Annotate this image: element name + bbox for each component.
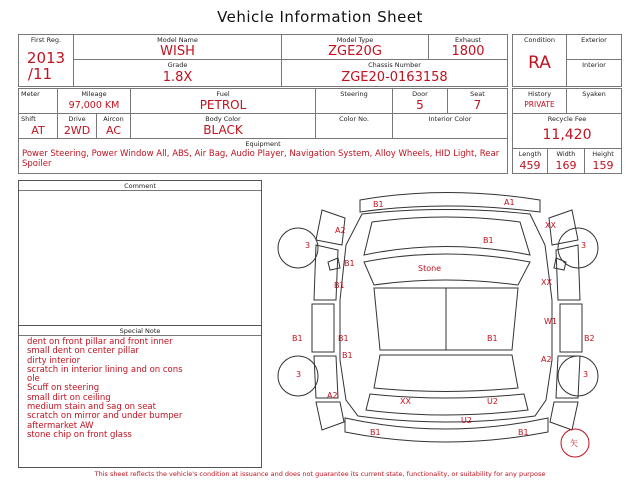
special-note-item: ole bbox=[27, 374, 40, 385]
shift-cell bbox=[18, 113, 58, 139]
steering-cell bbox=[315, 88, 393, 114]
damage-mark: A1 bbox=[504, 198, 515, 207]
first-reg-label: First Reg. bbox=[30, 36, 62, 44]
exterior-label: Exterior bbox=[581, 36, 607, 44]
damage-mark: XX bbox=[541, 278, 552, 287]
equipment-label: Equipment bbox=[245, 140, 281, 148]
damage-mark: B1 bbox=[483, 236, 494, 245]
height-value: 159 bbox=[592, 159, 614, 172]
damage-mark: B1 bbox=[370, 428, 381, 437]
special-note-item: medium stain and sag on seat bbox=[27, 402, 156, 413]
door-label: Door bbox=[412, 90, 428, 98]
first-reg-cell bbox=[18, 34, 74, 87]
drive-value: 2WD bbox=[63, 124, 91, 137]
color-no-cell bbox=[315, 113, 393, 139]
damage-mark: XX bbox=[400, 397, 411, 406]
interior-color-label: Interior Color bbox=[428, 115, 472, 123]
mileage-label: Mileage bbox=[81, 90, 107, 98]
grade-value: 1.8X bbox=[162, 70, 193, 85]
exhaust-cell bbox=[428, 34, 508, 60]
special-note-item: scratch on mirror and under bumper bbox=[27, 411, 183, 422]
special-note-item: dent on front pillar and front inner bbox=[27, 337, 173, 347]
damage-mark: A2 bbox=[541, 355, 552, 364]
aircon-cell bbox=[96, 113, 131, 139]
fuel-label: Fuel bbox=[216, 90, 230, 98]
chassis-value: ZGE20-0163158 bbox=[341, 70, 448, 85]
height-cell bbox=[584, 148, 622, 174]
comment-box bbox=[18, 180, 262, 326]
length-cell bbox=[512, 148, 548, 174]
damage-mark: B1 bbox=[518, 428, 529, 437]
recycle-value: 11,420 bbox=[542, 127, 592, 143]
seat-cell bbox=[447, 88, 508, 114]
equipment-cell bbox=[18, 138, 508, 174]
car-diagram bbox=[270, 185, 625, 470]
page-title: Vehicle Information Sheet bbox=[217, 8, 423, 26]
special-note-item: dirty interior bbox=[27, 355, 81, 366]
exterior-cell bbox=[566, 34, 622, 60]
special-note-item: small dent on center pillar bbox=[27, 346, 139, 357]
body-color-cell bbox=[130, 113, 316, 139]
color-no-label: Color No. bbox=[339, 115, 369, 123]
damage-mark: B1 bbox=[373, 200, 384, 209]
syaken-cell bbox=[566, 88, 622, 114]
condition-label: Condition bbox=[523, 36, 556, 44]
interior-color-cell bbox=[392, 113, 508, 139]
syaken-label: Syaken bbox=[582, 90, 606, 98]
damage-mark: 3 bbox=[296, 370, 302, 379]
length-label: Length bbox=[518, 150, 542, 158]
history-cell bbox=[512, 88, 567, 114]
width-label: Width bbox=[556, 150, 576, 158]
interior-label: Interior bbox=[582, 61, 606, 69]
damage-mark: A2 bbox=[335, 226, 346, 235]
aircon-label: Aircon bbox=[103, 115, 124, 123]
damage-mark: B2 bbox=[584, 334, 595, 343]
damage-mark: B1 bbox=[338, 334, 349, 343]
damage-mark: B1 bbox=[487, 334, 498, 343]
damage-mark: Stone bbox=[418, 264, 442, 273]
special-note-item: small dirt on ceiling bbox=[27, 392, 111, 403]
condition-value: RA bbox=[528, 53, 551, 73]
damage-mark: U2 bbox=[487, 397, 498, 406]
stamp-mark: 矢 bbox=[570, 439, 578, 448]
steering-label: Steering bbox=[340, 90, 368, 98]
mileage-value: 97,000 KM bbox=[68, 100, 120, 111]
special-note-item: Scuff on steering bbox=[27, 383, 100, 394]
disclaimer-footer: This sheet reflects the vehicle's condition at issuance and does not guarantee its current state, functionality, or suitability for any purpose bbox=[94, 470, 546, 478]
damage-mark: 3 bbox=[305, 241, 311, 250]
body-color-label: Body Color bbox=[205, 115, 241, 123]
comment-label: Comment bbox=[19, 182, 261, 191]
length-value: 459 bbox=[519, 159, 541, 172]
fuel-value: PETROL bbox=[199, 98, 247, 112]
door-cell bbox=[392, 88, 448, 114]
equipment-value: Power Steering, Power Window All, ABS, Air Bag, Audio Player, Navigation System, Alloy Wheels, HID Light, Rear Spoiler bbox=[22, 149, 500, 169]
history-value: PRIVATE bbox=[524, 100, 555, 109]
condition-cell bbox=[512, 34, 567, 87]
model-type-value: ZGE20G bbox=[328, 44, 382, 59]
aircon-value: AC bbox=[105, 124, 121, 137]
meter-label: Meter bbox=[21, 90, 40, 98]
special-note-box bbox=[18, 325, 262, 468]
recycle-label: Recycle Fee bbox=[547, 115, 587, 123]
width-cell bbox=[547, 148, 585, 174]
damage-mark: B1 bbox=[334, 281, 345, 290]
body-color-value: BLACK bbox=[203, 123, 243, 137]
model-name-label: Model Name bbox=[157, 36, 198, 44]
drive-label: Drive bbox=[68, 115, 86, 123]
special-note-item: aftermarket AW bbox=[27, 420, 94, 431]
exhaust-value: 1800 bbox=[451, 44, 485, 59]
shift-label: Shift bbox=[21, 115, 36, 123]
seat-label: Seat bbox=[470, 90, 485, 98]
interior-cell bbox=[566, 59, 622, 87]
special-notes-list bbox=[27, 338, 259, 440]
seat-value: 7 bbox=[473, 98, 482, 112]
damage-mark: B1 bbox=[344, 259, 355, 268]
model-name-value: WISH bbox=[160, 44, 195, 59]
damage-mark: B1 bbox=[292, 334, 303, 343]
width-value: 169 bbox=[555, 159, 577, 172]
grade-cell bbox=[73, 59, 282, 87]
damage-mark: 3 bbox=[581, 241, 587, 250]
shift-value: AT bbox=[31, 124, 45, 137]
fuel-cell bbox=[130, 88, 316, 114]
model-type-cell bbox=[281, 34, 429, 60]
chassis-cell bbox=[281, 59, 508, 87]
recycle-cell bbox=[512, 113, 622, 149]
damage-mark: A2 bbox=[327, 391, 338, 400]
special-note-label: Special Note bbox=[19, 327, 261, 336]
model-type-label: Model Type bbox=[336, 36, 374, 44]
grade-label: Grade bbox=[167, 61, 188, 69]
model-name-cell bbox=[73, 34, 282, 60]
special-note-item: stone chip on front glass bbox=[27, 429, 132, 440]
history-label: History bbox=[527, 90, 552, 98]
exhaust-label: Exhaust bbox=[454, 36, 482, 44]
door-value: 5 bbox=[416, 98, 424, 112]
damage-mark: U2 bbox=[461, 416, 472, 425]
damage-mark: W1 bbox=[544, 317, 557, 326]
special-note-item: scratch in interior lining and on cons bbox=[27, 364, 183, 375]
damage-mark: XX bbox=[545, 221, 556, 230]
mileage-cell bbox=[57, 88, 131, 114]
drive-cell bbox=[57, 113, 97, 139]
height-label: Height bbox=[592, 150, 614, 158]
first-reg-month: /11 bbox=[27, 65, 53, 83]
damage-mark: 3 bbox=[583, 370, 589, 379]
damage-mark: B1 bbox=[342, 351, 353, 360]
meter-cell bbox=[18, 88, 58, 114]
chassis-label: Chassis Number bbox=[368, 61, 421, 69]
first-reg-year: 2013 bbox=[26, 49, 66, 67]
